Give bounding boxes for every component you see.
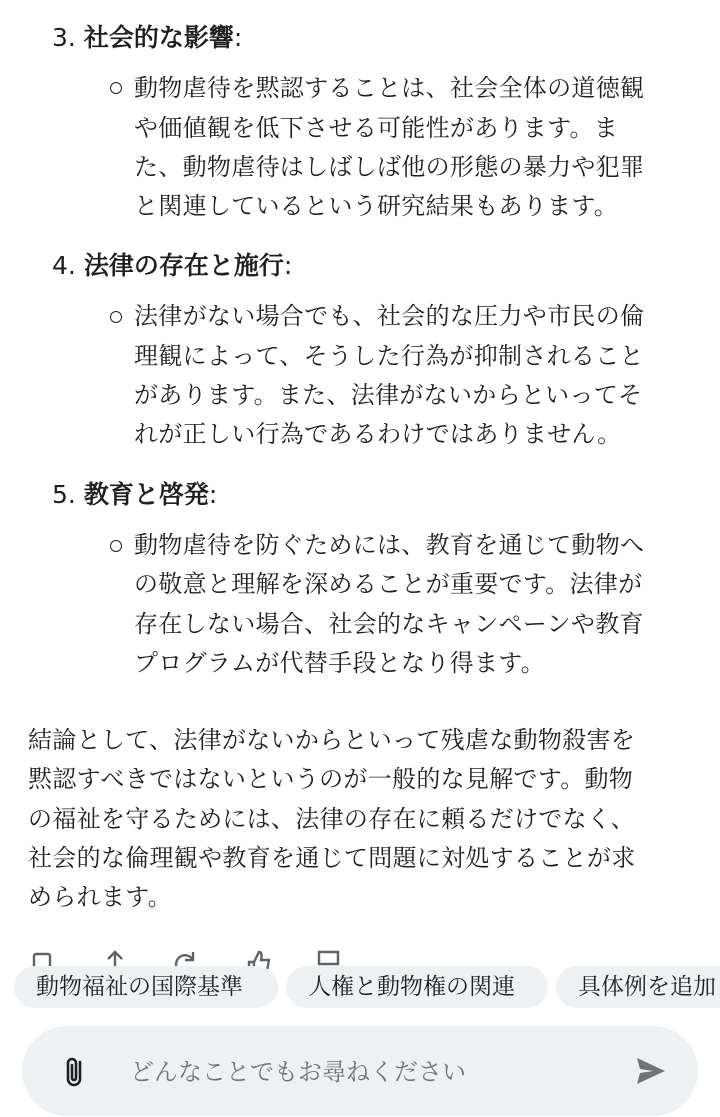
section-heading — [52, 248, 292, 284]
bullet-text-line: 動物虐待を黙認することは、社会全体の道徳観 — [134, 74, 645, 102]
bullet-text-line: 理観によって、そうした行為が抑制されること — [134, 342, 644, 370]
section-heading — [52, 477, 217, 513]
section-number: 3. — [52, 23, 76, 52]
conclusion-line: の福祉を守るためには、法律の存在に頼るだけでなく、 — [28, 805, 636, 833]
section-colon: : — [283, 251, 293, 280]
conclusion-line: 社会的な倫理観や教育を通じて問題に対処することが求 — [28, 844, 636, 872]
suggestion-chip[interactable]: 具体例を追加 — [556, 966, 720, 1008]
section-colon: : — [233, 23, 243, 52]
bullet-text-line: の敬意と理解を深めることが重要です。法律が — [134, 570, 643, 598]
section-title: 教育と啓発 — [83, 480, 209, 509]
attach-icon[interactable] — [60, 1054, 90, 1090]
bullet-text-line: があります。また、法律がないからといってそ — [134, 381, 643, 409]
bullet-text-line: 存在しない場合、社会的なキャンペーンや教育 — [134, 610, 644, 638]
bullet-text-line: や価値観を低下させる可能性があります。ま — [134, 114, 619, 142]
section-number: 5. — [52, 480, 76, 509]
section-title: 社会的な影響 — [83, 23, 234, 52]
suggestion-chip[interactable]: 人権と動物権の関連 — [286, 966, 548, 1008]
conclusion-line: 黙認すべきではないというのが一般的な見解です。動物 — [28, 765, 634, 793]
suggestion-chip[interactable]: 動物福祉の国際基準 — [14, 966, 278, 1008]
bullet-circle-icon — [110, 311, 122, 323]
send-icon[interactable] — [634, 1054, 668, 1088]
conclusion-line: 結論として、法律がないからといって残虐な動物殺害を — [28, 726, 636, 754]
section-number: 4. — [52, 251, 76, 280]
conclusion-line: められます。 — [28, 883, 172, 911]
message-input[interactable] — [128, 1050, 602, 1094]
message-input-bar — [22, 1026, 698, 1116]
bullet-circle-icon — [110, 540, 122, 552]
bullet-text-line: プログラムが代替手段となり得ます。 — [134, 649, 545, 677]
bullet-text-line: 動物虐待を防ぐためには、教育を通じて動物へ — [134, 531, 645, 559]
bullet-text-line: れが正しい行為であるわけではありません。 — [134, 420, 622, 448]
bullet-text-line: た、動物虐待はしばしば他の形態の暴力や犯罪 — [134, 153, 645, 181]
section-heading — [52, 20, 242, 56]
section-title: 法律の存在と施行 — [83, 251, 284, 280]
bullet-circle-icon — [110, 82, 122, 94]
bullet-text-line: と関連しているという研究結果もあります。 — [134, 192, 619, 220]
section-colon: : — [208, 480, 218, 509]
bullet-text-line: 法律がない場合でも、社会的な圧力や市民の倫 — [134, 302, 645, 330]
suggestion-chips — [0, 964, 720, 1010]
